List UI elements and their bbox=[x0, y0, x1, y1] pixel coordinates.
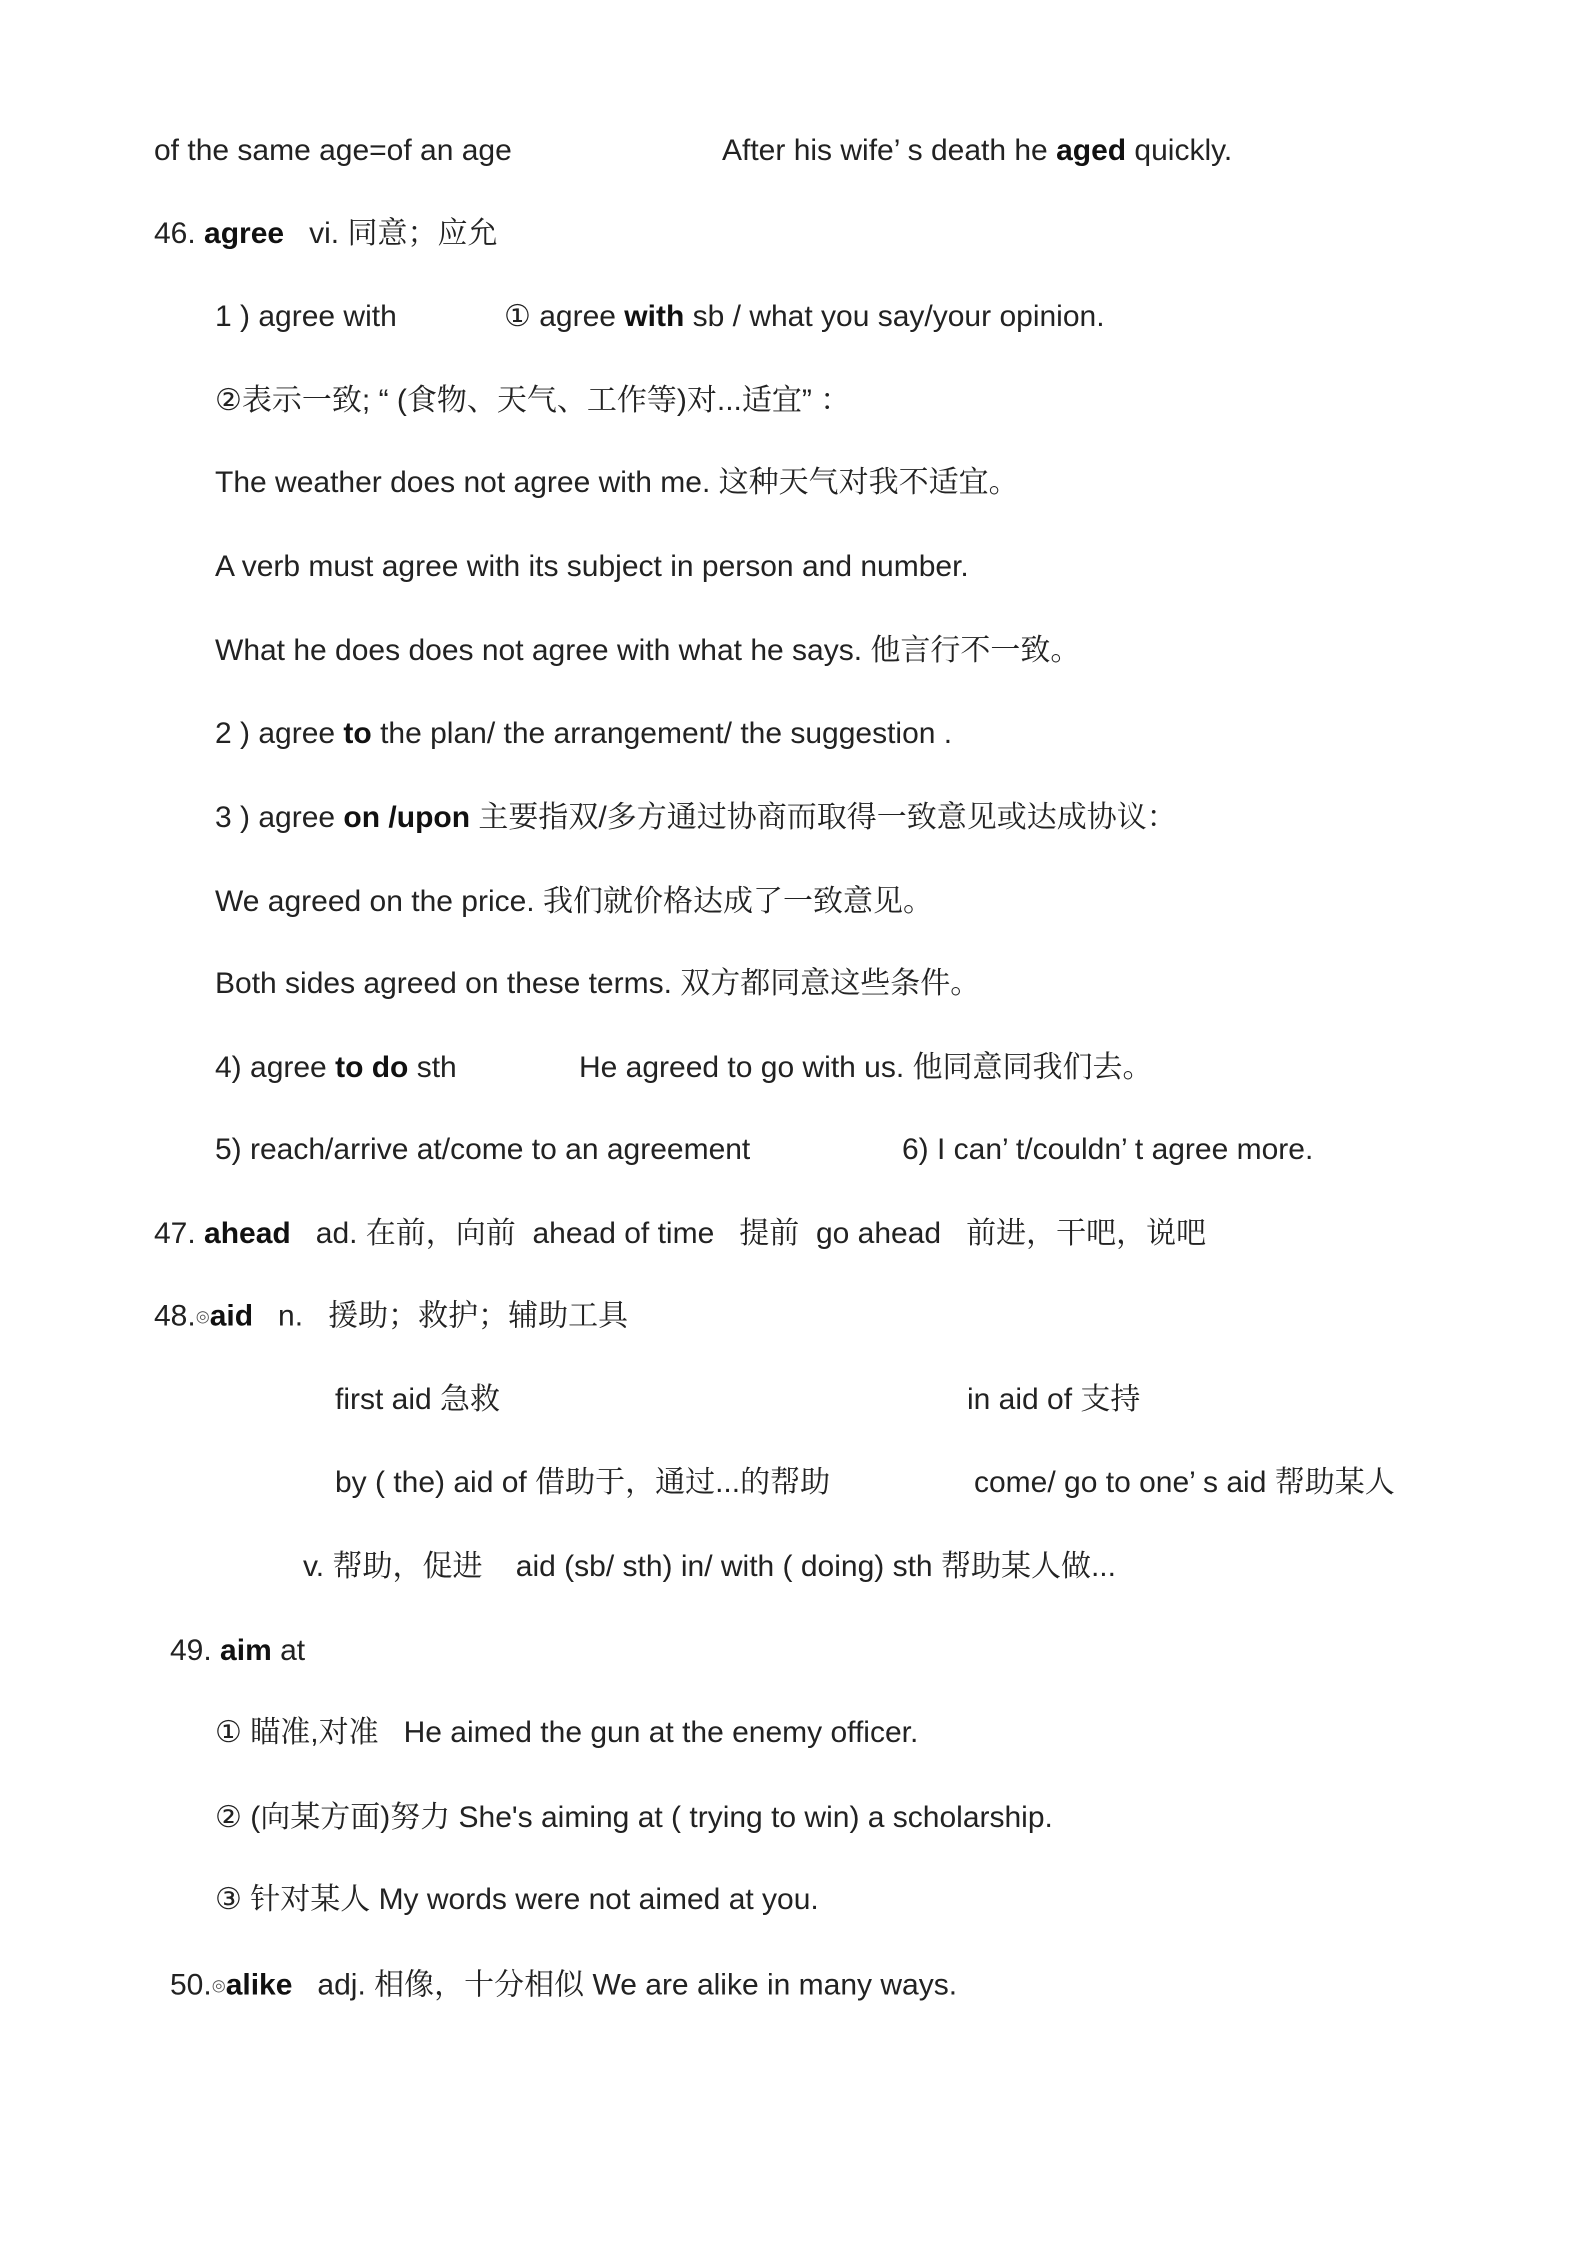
text-line bbox=[215, 1713, 918, 1753]
text-line bbox=[215, 381, 850, 421]
text-segment: first aid 急救 bbox=[335, 1383, 501, 1416]
text-segment: sth bbox=[408, 1051, 457, 1084]
text-segment: 3 ) agree bbox=[215, 801, 344, 834]
text-segment: 50. bbox=[170, 1968, 212, 2002]
text-line bbox=[215, 1798, 1053, 1838]
text-segment: n. 援助；救护；辅助工具 bbox=[253, 1299, 629, 1333]
headword: aged bbox=[1056, 134, 1127, 167]
headword: aim bbox=[220, 1634, 272, 1667]
text-line bbox=[154, 131, 512, 171]
headword: aid bbox=[209, 1299, 254, 1333]
text-line bbox=[215, 631, 1080, 671]
headword: to bbox=[343, 717, 372, 750]
key-mark-icon: ◎ bbox=[211, 1977, 226, 1995]
text-line bbox=[154, 1214, 1206, 1254]
headword: with bbox=[624, 300, 685, 333]
headword: ahead bbox=[204, 1217, 291, 1250]
text-segment: Both sides agreed on these terms. 双方都同意这些条件。 bbox=[215, 967, 981, 1000]
text-segment: ① agree bbox=[504, 300, 625, 333]
headword: agree bbox=[204, 217, 285, 250]
text-segment: at bbox=[271, 1634, 306, 1667]
text-segment: adj. 相像，十分相似 We are alike in many ways. bbox=[292, 1968, 958, 2002]
text-line bbox=[215, 798, 1177, 838]
text-line bbox=[215, 964, 980, 1004]
text-line bbox=[579, 1048, 1153, 1088]
text-line bbox=[967, 1380, 1140, 1420]
text-line bbox=[215, 1130, 750, 1170]
text-segment: ②表示一致; “ (食物、天气、工作等)对...适宜” ： bbox=[215, 384, 851, 417]
text-segment: ③ 针对某人 My words were not aimed at you. bbox=[215, 1883, 819, 1916]
text-segment: of the same age=of an age bbox=[154, 134, 512, 167]
text-line bbox=[504, 297, 1105, 337]
text-segment: 5) reach/arrive at/come to an agreement bbox=[215, 1133, 751, 1166]
text-segment: come/ go to one’ s aid 帮助某人 bbox=[974, 1466, 1395, 1499]
text-line bbox=[170, 1631, 305, 1671]
text-segment: 48. bbox=[154, 1299, 196, 1333]
text-segment: sb / what you say/your opinion. bbox=[684, 300, 1105, 333]
text-segment: 1 ) agree with bbox=[215, 300, 397, 333]
text-line bbox=[215, 463, 1019, 503]
key-mark-icon: ◎ bbox=[195, 1308, 210, 1326]
text-segment: by ( the) aid of 借助于，通过...的帮助 bbox=[335, 1466, 831, 1499]
text-segment: 49. bbox=[170, 1634, 221, 1667]
text-segment: What he does does not agree with what he says. 他言行不一致。 bbox=[215, 634, 1081, 667]
headword: alike bbox=[225, 1968, 293, 2002]
text-line bbox=[215, 547, 969, 587]
text-line bbox=[215, 1048, 457, 1088]
text-segment: A verb must agree with its subject in person and number. bbox=[215, 550, 969, 583]
text-segment: 4) agree bbox=[215, 1051, 336, 1084]
text-segment: ad. 在前，向前 ahead of time 提前 go ahead 前进，干吧，说吧 bbox=[290, 1217, 1207, 1250]
text-line bbox=[215, 297, 397, 337]
headword: on /upon bbox=[343, 801, 471, 834]
text-segment: 47. bbox=[154, 1217, 205, 1250]
text-segment: vi. 同意；应允 bbox=[284, 217, 498, 250]
text-line bbox=[335, 1380, 500, 1420]
text-line bbox=[303, 1547, 1116, 1587]
text-segment: ② (向某方面)努力 She's aiming at ( trying to win) a scholarship. bbox=[215, 1801, 1053, 1834]
headword: to do bbox=[335, 1051, 409, 1084]
text-segment: quickly. bbox=[1126, 134, 1233, 167]
text-line bbox=[215, 1880, 819, 1920]
text-segment: After his wife’ s death he bbox=[722, 134, 1057, 167]
text-line bbox=[974, 1463, 1395, 1503]
text-segment: The weather does not agree with me. 这种天气对我不适宜。 bbox=[215, 466, 1019, 499]
text-line bbox=[215, 882, 933, 922]
text-line bbox=[215, 714, 952, 754]
text-segment: 2 ) agree bbox=[215, 717, 344, 750]
text-line bbox=[902, 1130, 1313, 1170]
text-segment: He agreed to go with us. 他同意同我们去。 bbox=[579, 1051, 1153, 1084]
text-line bbox=[335, 1463, 830, 1503]
text-segment: We agreed on the price. 我们就价格达成了一致意见。 bbox=[215, 885, 933, 918]
text-segment: in aid of 支持 bbox=[967, 1383, 1141, 1416]
text-line bbox=[722, 131, 1232, 171]
text-line bbox=[154, 1296, 628, 1337]
text-segment: ① 瞄准,对准 He aimed the gun at the enemy officer. bbox=[215, 1716, 919, 1749]
text-line bbox=[170, 1965, 957, 2006]
text-segment: 6) I can’ t/couldn’ t agree more. bbox=[902, 1133, 1314, 1166]
text-segment: 46. bbox=[154, 217, 205, 250]
text-segment: 主要指双/多方通过协商而取得一致意见或达成协议： bbox=[470, 801, 1177, 834]
text-segment: v. 帮助，促进 aid (sb/ sth) in/ with ( doing) sth 帮助某人做... bbox=[303, 1550, 1116, 1583]
text-line bbox=[154, 214, 497, 254]
text-segment: the plan/ the arrangement/ the suggestion . bbox=[371, 717, 953, 750]
